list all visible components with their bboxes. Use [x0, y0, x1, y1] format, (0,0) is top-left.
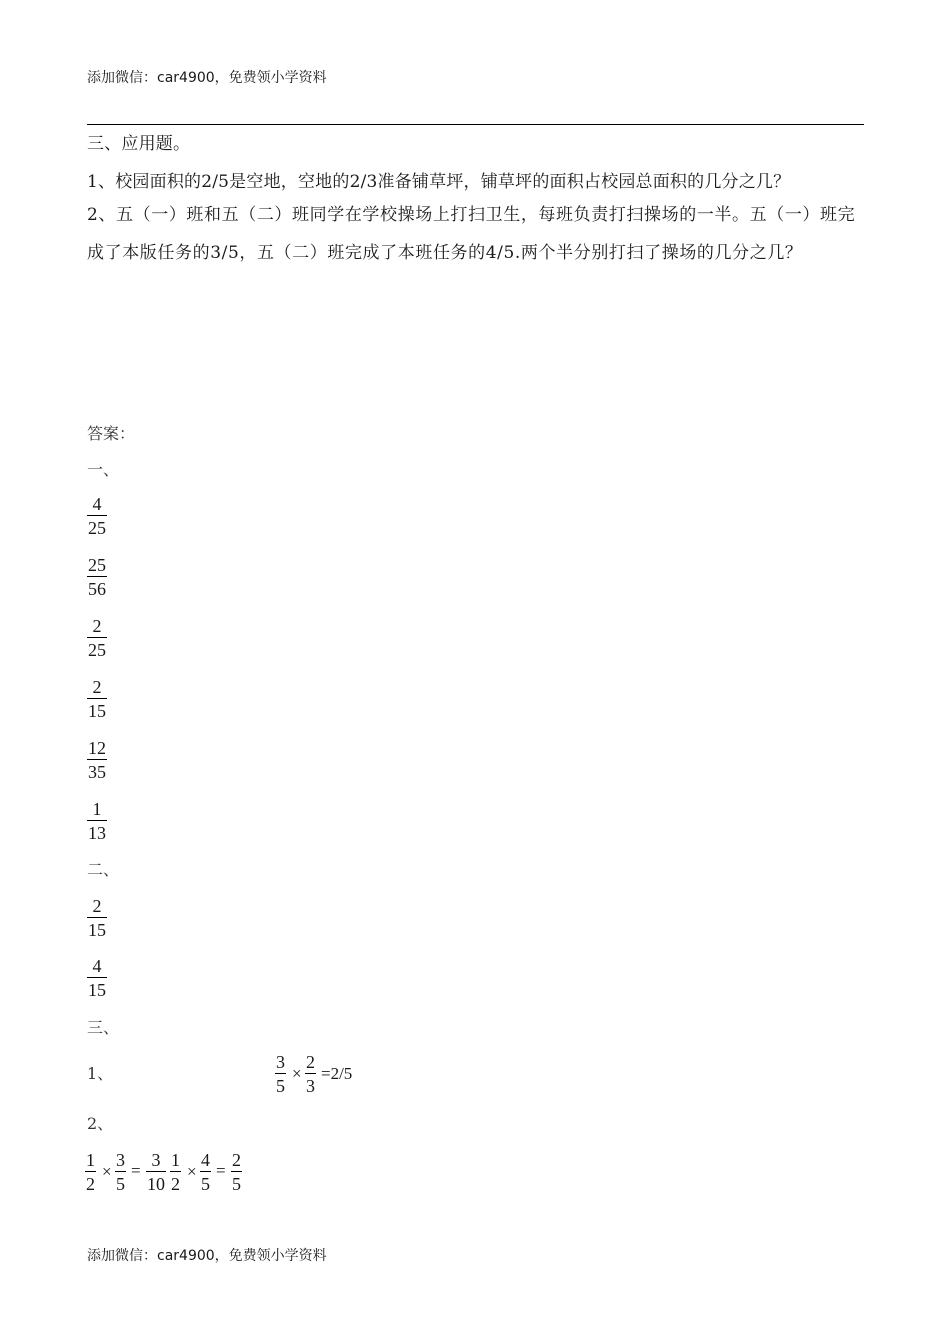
answer-fraction: 2 15 — [88, 896, 106, 940]
answer-item-2-label: 2、 — [87, 1114, 114, 1133]
equation-fraction: 2 5 — [232, 1150, 241, 1194]
section-title: 三、应用题。 — [87, 134, 191, 154]
question-1: 1、校园面积的2/5是空地，空地的2/3准备铺草坪，铺草坪的面积占校园总面积的几分之几？ — [87, 172, 791, 192]
answer-fraction: 2 15 — [88, 677, 106, 721]
answers-part2-label: 二、 — [87, 860, 120, 879]
equation-result: =2/5 — [321, 1064, 353, 1083]
equation-fraction: 4 5 — [201, 1150, 210, 1194]
header-watermark: 添加微信：car4900，免费领小学资料 — [87, 70, 327, 86]
answers-part1-label: 一、 — [87, 460, 120, 479]
footer-watermark: 添加微信：car4900，免费领小学资料 — [87, 1248, 327, 1264]
times-sign: × — [187, 1162, 197, 1181]
answer-fraction: 1 13 — [88, 799, 106, 843]
question-2: 2、五（一）班和五（二）班同学在学校操场上打扫卫生，每班负责打扫操场的一半。五（一）班完成了本版任务的3/5，五（二）班完成了本班任务的4/5.两个半分别打扫了操场的几分之几？ — [87, 205, 856, 263]
times-sign: × — [292, 1064, 302, 1083]
equation-fraction: 2 3 — [306, 1052, 315, 1096]
equation-fraction: 3 5 — [116, 1150, 125, 1194]
answer-fraction: 2 25 — [88, 616, 106, 660]
answer-fraction: 4 15 — [88, 956, 106, 1000]
answer-fraction: 12 35 — [88, 738, 106, 782]
equation-fraction: 1 2 — [171, 1150, 180, 1194]
header-divider — [87, 124, 864, 125]
answer-fraction: 25 56 — [88, 555, 106, 599]
answer-fraction: 4 25 — [88, 494, 106, 538]
equation-fraction: 1 2 — [86, 1150, 95, 1194]
equals-sign: = — [131, 1161, 141, 1180]
equation-fraction: 3 5 — [276, 1052, 285, 1096]
equals-sign: = — [216, 1161, 226, 1180]
answers-part3-label: 三、 — [87, 1018, 120, 1037]
equation-fraction: 3 10 — [147, 1150, 165, 1194]
times-sign: × — [102, 1162, 112, 1181]
answer-item-1-label: 1、 — [87, 1064, 114, 1083]
answers-title: 答案： — [87, 424, 136, 443]
